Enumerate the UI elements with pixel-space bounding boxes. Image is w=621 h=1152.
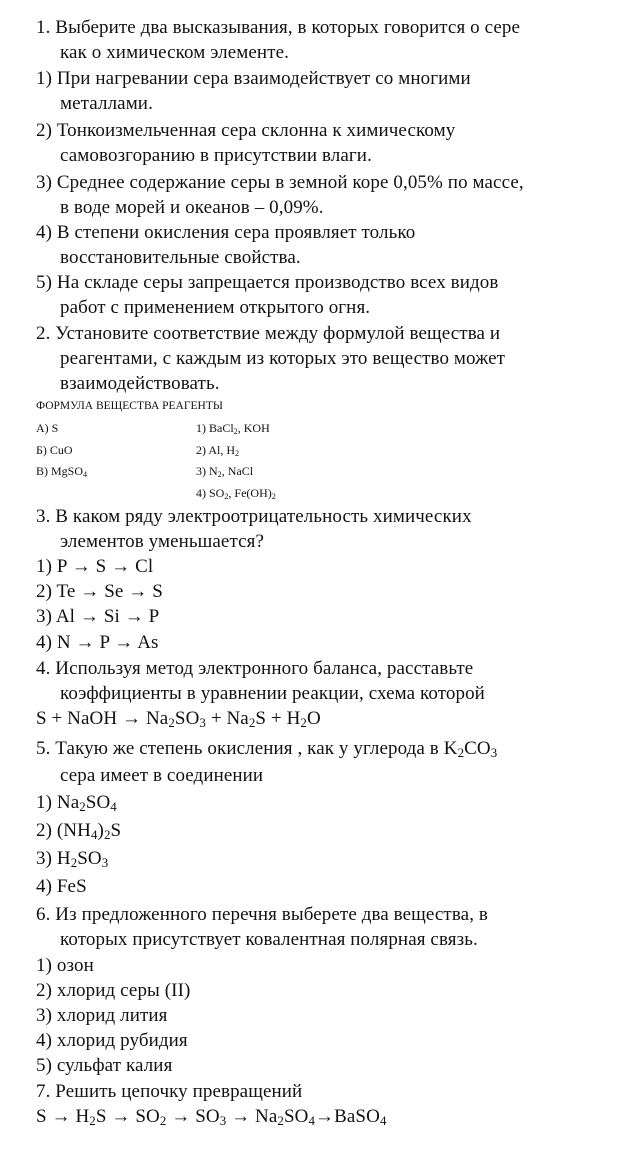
- q5-title: 5. Такую же степень окисления , как у углерода в $K_2CO_3$: [36, 738, 498, 761]
- q6-title: 6. Из предложенного перечня выберете два вещества, в: [36, 904, 488, 925]
- q3-option-3: 3) Al → Si → P: [36, 606, 160, 627]
- q7-title: 7. Решить цепочку превращений: [36, 1081, 303, 1102]
- q2-title: 2. Установите соответствие между формулой вещества и: [36, 323, 501, 344]
- q3-option-2: 2) Te → Se → S: [36, 581, 163, 602]
- q2-formula-b: Б) CuO: [36, 442, 73, 457]
- q1-option-1: 1) При нагревании сера взаимодействует со многими: [36, 68, 471, 89]
- q1-option-5-cont: работ с применением открытого огня.: [60, 297, 371, 318]
- q2-formula-c: В) MgSO$_4$: [36, 464, 88, 480]
- q2-table-header: ФОРМУЛА ВЕЩЕСТВА РЕАГЕНТЫ: [36, 400, 223, 412]
- q1-title: 1. Выберите два высказывания, в которых говорится о сере: [36, 17, 521, 38]
- q2-title-cont: реагентами, с каждым из которых это вещество может: [60, 348, 506, 369]
- q1-option-2-cont: самовозгоранию в присутствии влаги.: [60, 145, 372, 166]
- q2-reagent-3: 3) $N_2$, NaCl: [196, 464, 254, 480]
- q6-option-5: 5) сульфат калия: [36, 1055, 173, 1076]
- q6-title-cont: которых присутствует ковалентная полярная связь.: [60, 929, 478, 950]
- q4-title: 4. Используя метод электронного баланса, расставьте: [36, 658, 474, 679]
- q4-title-cont: коэффициенты в уравнении реакции, схема которой: [60, 683, 485, 704]
- q3-title: 3. В каком ряду электроотрицательность химических: [36, 506, 472, 527]
- q3-option-4: 4) N → P → As: [36, 632, 159, 653]
- q1-option-4-cont: восстановительные свойства.: [60, 247, 301, 268]
- q6-option-2: 2) хлорид серы (II): [36, 980, 191, 1001]
- q6-option-1: 1) озон: [36, 955, 94, 976]
- q2-reagent-4: 4) $SO_2$, $Fe(OH)_2$: [196, 485, 276, 501]
- q1-option-1-cont: металлами.: [60, 93, 153, 114]
- q5-option-2: 2) $(NH_4)_2S$: [36, 820, 122, 843]
- q4-reaction-equation: S + NaOH → $Na_2SO_3 + Na_2S + H_2O$: [36, 708, 321, 731]
- q5-option-3: 3) $H_2SO_3$: [36, 848, 109, 871]
- q7-transformation-chain: $S \to H_2S \to SO_2 \to SO_3$ → $Na_2SO_4\to BaSO_4$: [36, 1106, 387, 1129]
- q5-option-4: 4) FeS: [36, 876, 87, 897]
- q6-option-4: 4) хлорид рубидия: [36, 1030, 188, 1051]
- q1-option-5: 5) На складе серы запрещается производство всех видов: [36, 272, 499, 293]
- q5-title-cont: сера имеет в соединении: [60, 765, 264, 786]
- q1-title-cont: как о химическом элементе.: [60, 42, 289, 63]
- q1-option-3-cont: в воде морей и океанов – 0,09%.: [60, 197, 324, 218]
- q2-reagent-1: 1) BaCl$_2$, KOH: [196, 421, 270, 437]
- q2-title-cont-2: взаимодействовать.: [60, 373, 220, 394]
- q2-formula-a: А) S: [36, 421, 59, 435]
- q3-option-1: 1) P → S → Cl: [36, 556, 154, 577]
- q6-option-3: 3) хлорид лития: [36, 1005, 168, 1026]
- q2-reagents-column: [196, 418, 276, 504]
- q2-reagent-2: 2) Al, $H_2$: [196, 442, 240, 458]
- q5-option-1: 1) $Na_2SO_4$: [36, 792, 117, 815]
- q1-option-4: 4) В степени окисления сера проявляет только: [36, 222, 416, 243]
- q2-formula-column: [36, 418, 87, 483]
- q1-option-2: 2) Тонкоизмельченная сера склонна к химическому: [36, 120, 456, 141]
- q3-title-cont: элементов уменьшается?: [60, 531, 265, 552]
- q1-option-3: 3) Среднее содержание серы в земной коре 0,05% по массе,: [36, 172, 524, 193]
